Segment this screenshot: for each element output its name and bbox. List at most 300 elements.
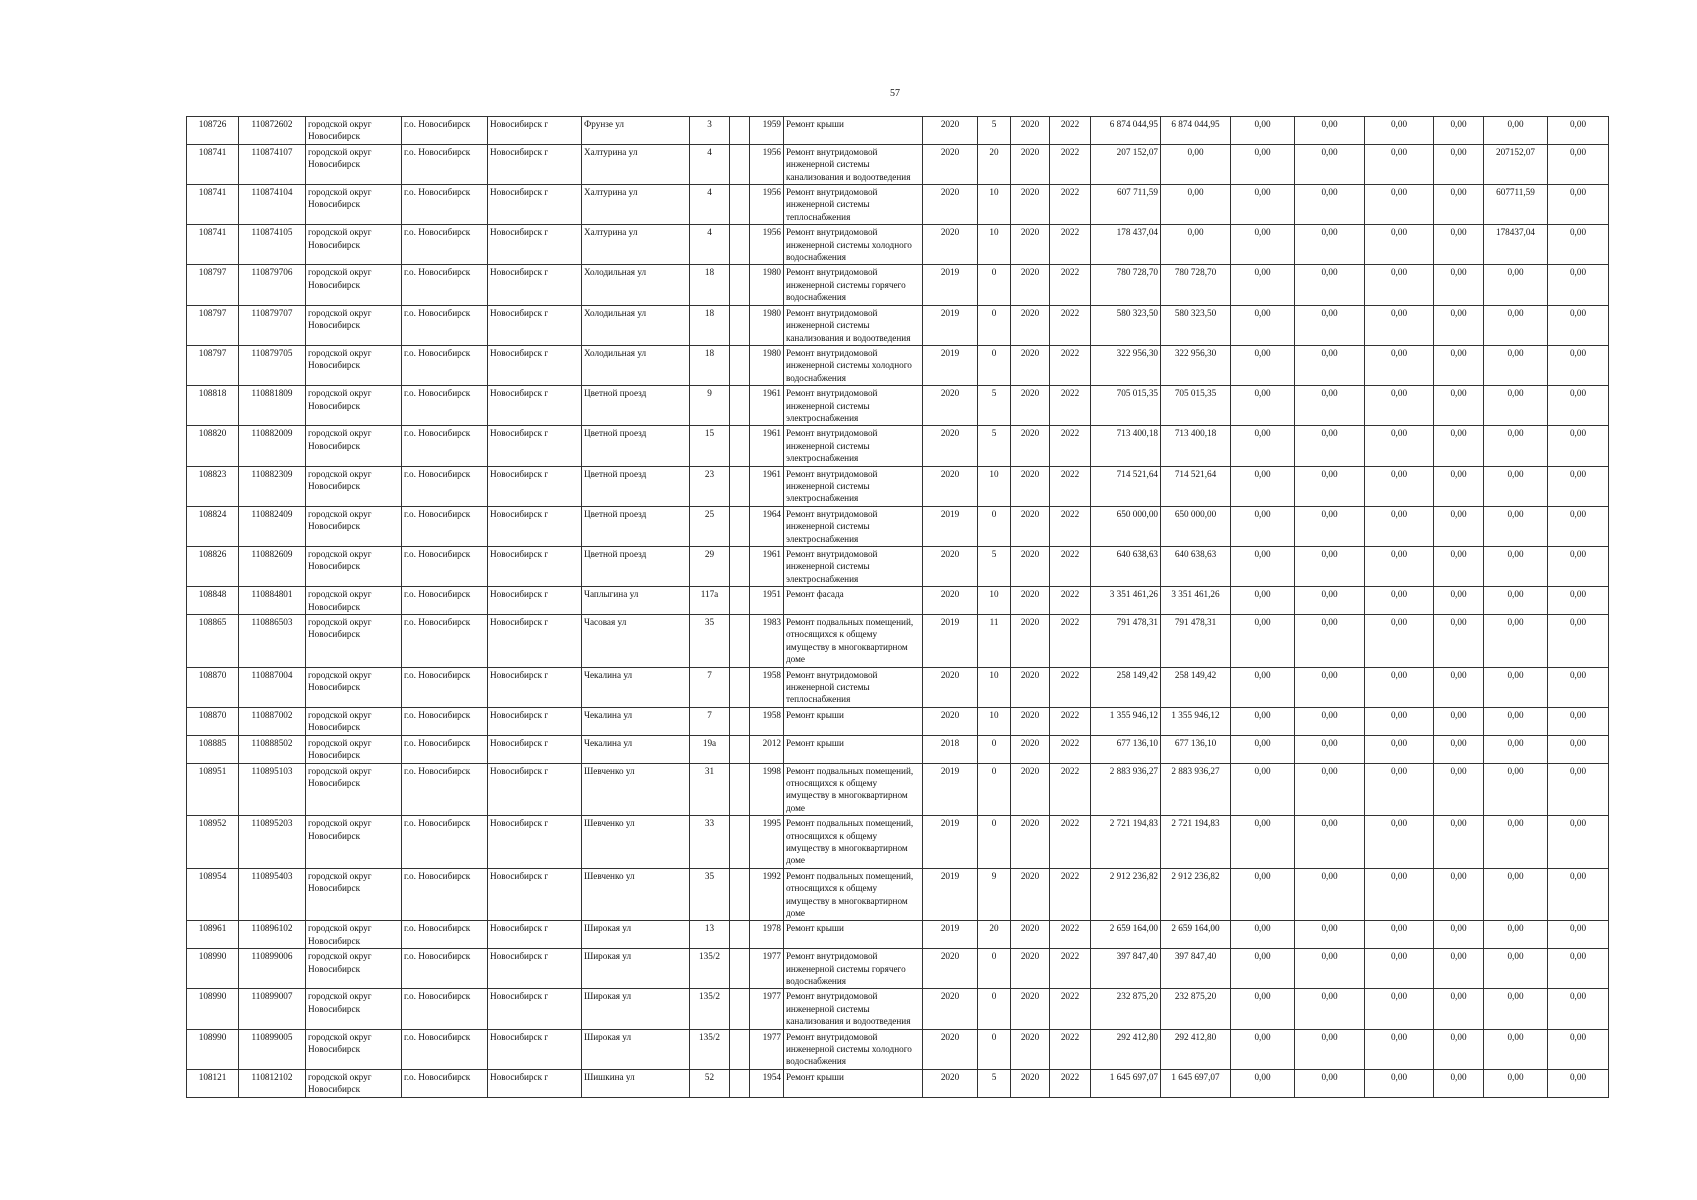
cell-local-funds: 0,00 — [1365, 868, 1434, 921]
cell-inspection-year: 2019 — [923, 868, 978, 921]
cell-work-id: 110895403 — [239, 868, 306, 921]
cell-inspection-year: 2020 — [923, 144, 978, 184]
cell-inspection-year: 2020 — [923, 1029, 978, 1069]
cell-house-id: 108797 — [187, 305, 239, 345]
cell-inspection-year: 2019 — [923, 763, 978, 816]
cell-settlement: Новосибирск г — [488, 989, 582, 1029]
cell-settlement: Новосибирск г — [488, 868, 582, 921]
cell-build-year: 1995 — [750, 816, 784, 869]
cell-build-year: 1961 — [750, 466, 784, 506]
cell-federal-funds: 0,00 — [1231, 506, 1295, 546]
cell-wear-percent: 5 — [978, 426, 1011, 466]
cell-extra-funds: 0,00 — [1548, 426, 1609, 466]
cell-settlement: Новосибирск г — [488, 816, 582, 869]
cell-house-number: 135/2 — [690, 989, 730, 1029]
cell-municipality: г.о. Новосибирск — [402, 1029, 488, 1069]
cell-plan-end-year: 2022 — [1050, 735, 1091, 763]
cell-municipality: г.о. Новосибирск — [402, 225, 488, 265]
cell-other-funds: 207152,07 — [1484, 144, 1548, 184]
cell-plan-end-year: 2022 — [1050, 667, 1091, 707]
cell-building — [730, 949, 750, 989]
cell-plan-start-year: 2020 — [1011, 265, 1050, 305]
cell-wear-percent: 0 — [978, 1029, 1011, 1069]
cell-federal-funds: 0,00 — [1231, 386, 1295, 426]
cell-settlement: Новосибирск г — [488, 707, 582, 735]
cell-inspection-year: 2020 — [923, 426, 978, 466]
cell-plan-start-year: 2020 — [1011, 426, 1050, 466]
cell-municipal-district: городской округ Новосибирск — [306, 144, 402, 184]
cell-house-number: 19а — [690, 735, 730, 763]
cell-extra-funds: 0,00 — [1548, 763, 1609, 816]
cell-owner-funds: 0,00 — [1434, 426, 1484, 466]
cell-inspection-year: 2020 — [923, 1069, 978, 1097]
table-row — [187, 547, 1609, 587]
cell-local-funds: 0,00 — [1365, 707, 1434, 735]
cell-work-id: 110872602 — [239, 117, 306, 145]
cell-municipal-district: городской округ Новосибирск — [306, 921, 402, 949]
cell-wear-percent: 11 — [978, 615, 1011, 668]
cell-work-type: Ремонт фасада — [784, 587, 923, 615]
cell-plan-start-year: 2020 — [1011, 735, 1050, 763]
cell-street: Холодильная ул — [582, 305, 690, 345]
cell-extra-funds: 0,00 — [1548, 816, 1609, 869]
cell-work-id: 110884801 — [239, 587, 306, 615]
cell-inspection-year: 2020 — [923, 707, 978, 735]
cell-work-id: 110882409 — [239, 506, 306, 546]
cell-fund-cost: 6 874 044,95 — [1161, 117, 1231, 145]
cell-federal-funds: 0,00 — [1231, 225, 1295, 265]
cell-street: Чаплыгина ул — [582, 587, 690, 615]
cell-other-funds: 0,00 — [1484, 921, 1548, 949]
cell-plan-end-year: 2022 — [1050, 816, 1091, 869]
cell-other-funds: 0,00 — [1484, 763, 1548, 816]
cell-plan-end-year: 2022 — [1050, 506, 1091, 546]
cell-federal-funds: 0,00 — [1231, 587, 1295, 615]
cell-build-year: 1980 — [750, 265, 784, 305]
cell-municipal-district: городской округ Новосибирск — [306, 615, 402, 668]
cell-other-funds: 0,00 — [1484, 868, 1548, 921]
cell-owner-funds: 0,00 — [1434, 1029, 1484, 1069]
cell-plan-start-year: 2020 — [1011, 117, 1050, 145]
cell-regional-funds: 0,00 — [1295, 587, 1365, 615]
cell-work-id: 110882009 — [239, 426, 306, 466]
cell-build-year: 1983 — [750, 615, 784, 668]
cell-extra-funds: 0,00 — [1548, 305, 1609, 345]
cell-federal-funds: 0,00 — [1231, 949, 1295, 989]
cell-house-id: 108797 — [187, 265, 239, 305]
cell-municipality: г.о. Новосибирск — [402, 735, 488, 763]
cell-municipal-district: городской округ Новосибирск — [306, 667, 402, 707]
cell-work-type: Ремонт крыши — [784, 1069, 923, 1097]
cell-plan-start-year: 2020 — [1011, 615, 1050, 668]
cell-work-id: 110874107 — [239, 144, 306, 184]
cell-settlement: Новосибирск г — [488, 921, 582, 949]
table-row — [187, 587, 1609, 615]
cell-house-id: 108741 — [187, 225, 239, 265]
cell-house-id: 108961 — [187, 921, 239, 949]
table-row — [187, 921, 1609, 949]
cell-owner-funds: 0,00 — [1434, 868, 1484, 921]
table-row — [187, 426, 1609, 466]
cell-wear-percent: 20 — [978, 921, 1011, 949]
cell-street: Халтурина ул — [582, 185, 690, 225]
cell-fund-cost: 1 355 946,12 — [1161, 707, 1231, 735]
cell-extra-funds: 0,00 — [1548, 225, 1609, 265]
table-row — [187, 144, 1609, 184]
cell-house-number: 29 — [690, 547, 730, 587]
cell-fund-cost: 3 351 461,26 — [1161, 587, 1231, 615]
cell-other-funds: 0,00 — [1484, 667, 1548, 707]
cell-house-number: 25 — [690, 506, 730, 546]
cell-wear-percent: 10 — [978, 466, 1011, 506]
cell-total-cost: 780 728,70 — [1091, 265, 1161, 305]
cell-work-type: Ремонт внутридомовой инженерной системы горячего водоснабжения — [784, 265, 923, 305]
cell-inspection-year: 2019 — [923, 506, 978, 546]
cell-house-id: 108865 — [187, 615, 239, 668]
cell-municipal-district: городской округ Новосибирск — [306, 506, 402, 546]
cell-wear-percent: 10 — [978, 185, 1011, 225]
table-row — [187, 265, 1609, 305]
cell-house-id: 108870 — [187, 707, 239, 735]
cell-build-year: 1961 — [750, 426, 784, 466]
cell-fund-cost: 780 728,70 — [1161, 265, 1231, 305]
cell-wear-percent: 0 — [978, 763, 1011, 816]
cell-municipality: г.о. Новосибирск — [402, 144, 488, 184]
cell-total-cost: 2 912 236,82 — [1091, 868, 1161, 921]
cell-extra-funds: 0,00 — [1548, 1069, 1609, 1097]
cell-municipality: г.о. Новосибирск — [402, 921, 488, 949]
cell-plan-end-year: 2022 — [1050, 466, 1091, 506]
cell-inspection-year: 2019 — [923, 345, 978, 385]
cell-building — [730, 345, 750, 385]
cell-municipality: г.о. Новосибирск — [402, 345, 488, 385]
cell-inspection-year: 2019 — [923, 265, 978, 305]
cell-house-number: 33 — [690, 816, 730, 869]
cell-federal-funds: 0,00 — [1231, 1029, 1295, 1069]
cell-wear-percent: 9 — [978, 868, 1011, 921]
cell-house-id: 108826 — [187, 547, 239, 587]
cell-total-cost: 713 400,18 — [1091, 426, 1161, 466]
cell-extra-funds: 0,00 — [1548, 615, 1609, 668]
cell-local-funds: 0,00 — [1365, 949, 1434, 989]
cell-inspection-year: 2020 — [923, 949, 978, 989]
cell-local-funds: 0,00 — [1365, 989, 1434, 1029]
cell-plan-end-year: 2022 — [1050, 547, 1091, 587]
cell-total-cost: 2 659 164,00 — [1091, 921, 1161, 949]
cell-work-type: Ремонт крыши — [784, 921, 923, 949]
cell-other-funds: 607711,59 — [1484, 185, 1548, 225]
cell-building — [730, 868, 750, 921]
cell-owner-funds: 0,00 — [1434, 1069, 1484, 1097]
cell-municipality: г.о. Новосибирск — [402, 185, 488, 225]
cell-fund-cost: 0,00 — [1161, 185, 1231, 225]
cell-owner-funds: 0,00 — [1434, 466, 1484, 506]
cell-work-id: 110879707 — [239, 305, 306, 345]
cell-fund-cost: 0,00 — [1161, 225, 1231, 265]
cell-total-cost: 178 437,04 — [1091, 225, 1161, 265]
table-row — [187, 868, 1609, 921]
cell-inspection-year: 2018 — [923, 735, 978, 763]
cell-settlement: Новосибирск г — [488, 386, 582, 426]
cell-local-funds: 0,00 — [1365, 1069, 1434, 1097]
cell-fund-cost: 2 659 164,00 — [1161, 921, 1231, 949]
cell-total-cost: 1 645 697,07 — [1091, 1069, 1161, 1097]
table-row — [187, 667, 1609, 707]
cell-fund-cost: 232 875,20 — [1161, 989, 1231, 1029]
cell-regional-funds: 0,00 — [1295, 345, 1365, 385]
cell-federal-funds: 0,00 — [1231, 426, 1295, 466]
cell-house-number: 117а — [690, 587, 730, 615]
cell-street: Шишкина ул — [582, 1069, 690, 1097]
cell-plan-end-year: 2022 — [1050, 707, 1091, 735]
cell-federal-funds: 0,00 — [1231, 117, 1295, 145]
cell-inspection-year: 2019 — [923, 921, 978, 949]
cell-other-funds: 0,00 — [1484, 265, 1548, 305]
cell-owner-funds: 0,00 — [1434, 185, 1484, 225]
cell-total-cost: 650 000,00 — [1091, 506, 1161, 546]
cell-owner-funds: 0,00 — [1434, 345, 1484, 385]
cell-house-number: 35 — [690, 868, 730, 921]
cell-wear-percent: 0 — [978, 305, 1011, 345]
cell-federal-funds: 0,00 — [1231, 345, 1295, 385]
cell-house-id: 108741 — [187, 185, 239, 225]
cell-owner-funds: 0,00 — [1434, 117, 1484, 145]
cell-fund-cost: 0,00 — [1161, 144, 1231, 184]
cell-work-id: 110881809 — [239, 386, 306, 426]
cell-municipal-district: городской округ Новосибирск — [306, 386, 402, 426]
cell-municipality: г.о. Новосибирск — [402, 707, 488, 735]
cell-fund-cost: 714 521,64 — [1161, 466, 1231, 506]
cell-inspection-year: 2020 — [923, 466, 978, 506]
cell-build-year: 1961 — [750, 386, 784, 426]
cell-work-type: Ремонт внутридомовой инженерной системы теплоснабжения — [784, 185, 923, 225]
cell-plan-end-year: 2022 — [1050, 305, 1091, 345]
cell-plan-start-year: 2020 — [1011, 225, 1050, 265]
cell-wear-percent: 0 — [978, 345, 1011, 385]
cell-municipality: г.о. Новосибирск — [402, 1069, 488, 1097]
cell-other-funds: 0,00 — [1484, 386, 1548, 426]
cell-inspection-year: 2020 — [923, 185, 978, 225]
cell-inspection-year: 2020 — [923, 587, 978, 615]
cell-plan-end-year: 2022 — [1050, 587, 1091, 615]
table-row — [187, 225, 1609, 265]
cell-building — [730, 921, 750, 949]
cell-work-type: Ремонт внутридомовой инженерной системы канализования и водоотведения — [784, 144, 923, 184]
cell-extra-funds: 0,00 — [1548, 587, 1609, 615]
cell-work-id: 110882309 — [239, 466, 306, 506]
cell-total-cost: 705 015,35 — [1091, 386, 1161, 426]
cell-wear-percent: 0 — [978, 506, 1011, 546]
cell-plan-start-year: 2020 — [1011, 816, 1050, 869]
cell-federal-funds: 0,00 — [1231, 1069, 1295, 1097]
cell-street: Шевченко ул — [582, 868, 690, 921]
cell-federal-funds: 0,00 — [1231, 921, 1295, 949]
table-row — [187, 1029, 1609, 1069]
cell-plan-start-year: 2020 — [1011, 506, 1050, 546]
cell-local-funds: 0,00 — [1365, 735, 1434, 763]
cell-owner-funds: 0,00 — [1434, 386, 1484, 426]
cell-wear-percent: 10 — [978, 667, 1011, 707]
cell-street: Шевченко ул — [582, 763, 690, 816]
cell-regional-funds: 0,00 — [1295, 921, 1365, 949]
cell-settlement: Новосибирск г — [488, 117, 582, 145]
cell-inspection-year: 2019 — [923, 615, 978, 668]
cell-street: Халтурина ул — [582, 225, 690, 265]
cell-total-cost: 3 351 461,26 — [1091, 587, 1161, 615]
cell-extra-funds: 0,00 — [1548, 386, 1609, 426]
cell-local-funds: 0,00 — [1365, 386, 1434, 426]
cell-other-funds: 0,00 — [1484, 989, 1548, 1029]
cell-build-year: 1992 — [750, 868, 784, 921]
cell-municipal-district: городской округ Новосибирск — [306, 868, 402, 921]
cell-extra-funds: 0,00 — [1548, 345, 1609, 385]
cell-municipality: г.о. Новосибирск — [402, 868, 488, 921]
cell-settlement: Новосибирск г — [488, 144, 582, 184]
cell-building — [730, 117, 750, 145]
cell-work-id: 110882609 — [239, 547, 306, 587]
cell-settlement: Новосибирск г — [488, 265, 582, 305]
cell-work-id: 110874105 — [239, 225, 306, 265]
cell-federal-funds: 0,00 — [1231, 763, 1295, 816]
cell-wear-percent: 0 — [978, 816, 1011, 869]
cell-plan-end-year: 2022 — [1050, 386, 1091, 426]
cell-other-funds: 0,00 — [1484, 345, 1548, 385]
cell-plan-start-year: 2020 — [1011, 386, 1050, 426]
cell-plan-start-year: 2020 — [1011, 547, 1050, 587]
cell-plan-start-year: 2020 — [1011, 587, 1050, 615]
cell-house-id: 108990 — [187, 949, 239, 989]
cell-federal-funds: 0,00 — [1231, 667, 1295, 707]
cell-work-type: Ремонт внутридомовой инженерной системы теплоснабжения — [784, 667, 923, 707]
cell-local-funds: 0,00 — [1365, 667, 1434, 707]
cell-regional-funds: 0,00 — [1295, 989, 1365, 1029]
cell-plan-start-year: 2020 — [1011, 1069, 1050, 1097]
cell-other-funds: 0,00 — [1484, 1029, 1548, 1069]
cell-local-funds: 0,00 — [1365, 615, 1434, 668]
cell-total-cost: 677 136,10 — [1091, 735, 1161, 763]
cell-extra-funds: 0,00 — [1548, 144, 1609, 184]
table-row — [187, 1069, 1609, 1097]
cell-regional-funds: 0,00 — [1295, 386, 1365, 426]
cell-work-id: 110887004 — [239, 667, 306, 707]
cell-federal-funds: 0,00 — [1231, 816, 1295, 869]
cell-federal-funds: 0,00 — [1231, 868, 1295, 921]
cell-plan-end-year: 2022 — [1050, 1069, 1091, 1097]
cell-inspection-year: 2020 — [923, 386, 978, 426]
cell-total-cost: 258 149,42 — [1091, 667, 1161, 707]
cell-build-year: 1977 — [750, 989, 784, 1029]
cell-fund-cost: 258 149,42 — [1161, 667, 1231, 707]
cell-other-funds: 0,00 — [1484, 305, 1548, 345]
cell-wear-percent: 5 — [978, 1069, 1011, 1097]
cell-settlement: Новосибирск г — [488, 615, 582, 668]
cell-street: Холодильная ул — [582, 265, 690, 305]
cell-building — [730, 426, 750, 466]
cell-municipal-district: городской округ Новосибирск — [306, 265, 402, 305]
table-row — [187, 185, 1609, 225]
cell-build-year: 1956 — [750, 144, 784, 184]
cell-local-funds: 0,00 — [1365, 345, 1434, 385]
cell-work-type: Ремонт внутридомовой инженерной системы электроснабжения — [784, 386, 923, 426]
cell-house-number: 35 — [690, 615, 730, 668]
cell-total-cost: 607 711,59 — [1091, 185, 1161, 225]
cell-wear-percent: 0 — [978, 265, 1011, 305]
cell-work-type: Ремонт крыши — [784, 707, 923, 735]
cell-inspection-year: 2020 — [923, 989, 978, 1029]
cell-inspection-year: 2020 — [923, 117, 978, 145]
cell-house-id: 108823 — [187, 466, 239, 506]
cell-work-id: 110874104 — [239, 185, 306, 225]
cell-plan-end-year: 2022 — [1050, 763, 1091, 816]
cell-federal-funds: 0,00 — [1231, 265, 1295, 305]
cell-owner-funds: 0,00 — [1434, 547, 1484, 587]
table-row — [187, 117, 1609, 145]
cell-street: Цветной проезд — [582, 547, 690, 587]
cell-build-year: 1959 — [750, 117, 784, 145]
cell-municipal-district: городской округ Новосибирск — [306, 587, 402, 615]
cell-house-id: 108820 — [187, 426, 239, 466]
cell-other-funds: 0,00 — [1484, 587, 1548, 615]
table-row — [187, 345, 1609, 385]
cell-plan-start-year: 2020 — [1011, 1029, 1050, 1069]
cell-settlement: Новосибирск г — [488, 587, 582, 615]
cell-house-number: 18 — [690, 265, 730, 305]
cell-house-number: 4 — [690, 144, 730, 184]
cell-municipality: г.о. Новосибирск — [402, 587, 488, 615]
cell-build-year: 1978 — [750, 921, 784, 949]
cell-owner-funds: 0,00 — [1434, 144, 1484, 184]
cell-plan-end-year: 2022 — [1050, 185, 1091, 225]
cell-building — [730, 615, 750, 668]
cell-work-id: 110879706 — [239, 265, 306, 305]
cell-plan-start-year: 2020 — [1011, 989, 1050, 1029]
cell-fund-cost: 640 638,63 — [1161, 547, 1231, 587]
cell-build-year: 1980 — [750, 305, 784, 345]
cell-house-id: 108885 — [187, 735, 239, 763]
cell-regional-funds: 0,00 — [1295, 816, 1365, 869]
cell-other-funds: 0,00 — [1484, 615, 1548, 668]
cell-wear-percent: 10 — [978, 225, 1011, 265]
cell-house-id: 108741 — [187, 144, 239, 184]
cell-municipality: г.о. Новосибирск — [402, 615, 488, 668]
cell-local-funds: 0,00 — [1365, 305, 1434, 345]
cell-street: Чекалина ул — [582, 707, 690, 735]
cell-build-year: 1958 — [750, 707, 784, 735]
cell-settlement: Новосибирск г — [488, 185, 582, 225]
cell-extra-funds: 0,00 — [1548, 506, 1609, 546]
cell-street: Широкая ул — [582, 989, 690, 1029]
cell-wear-percent: 20 — [978, 144, 1011, 184]
cell-local-funds: 0,00 — [1365, 547, 1434, 587]
cell-work-id: 110887002 — [239, 707, 306, 735]
cell-regional-funds: 0,00 — [1295, 949, 1365, 989]
cell-settlement: Новосибирск г — [488, 667, 582, 707]
cell-other-funds: 0,00 — [1484, 735, 1548, 763]
cell-work-id: 110899006 — [239, 949, 306, 989]
cell-street: Цветной проезд — [582, 466, 690, 506]
cell-regional-funds: 0,00 — [1295, 185, 1365, 225]
cell-inspection-year: 2020 — [923, 225, 978, 265]
cell-house-id: 108870 — [187, 667, 239, 707]
cell-other-funds: 0,00 — [1484, 426, 1548, 466]
cell-work-type: Ремонт внутридомовой инженерной системы канализования и водоотведения — [784, 305, 923, 345]
cell-total-cost: 640 638,63 — [1091, 547, 1161, 587]
cell-fund-cost: 2 912 236,82 — [1161, 868, 1231, 921]
cell-other-funds: 0,00 — [1484, 506, 1548, 546]
cell-build-year: 1956 — [750, 185, 784, 225]
cell-regional-funds: 0,00 — [1295, 868, 1365, 921]
cell-street: Чекалина ул — [582, 667, 690, 707]
